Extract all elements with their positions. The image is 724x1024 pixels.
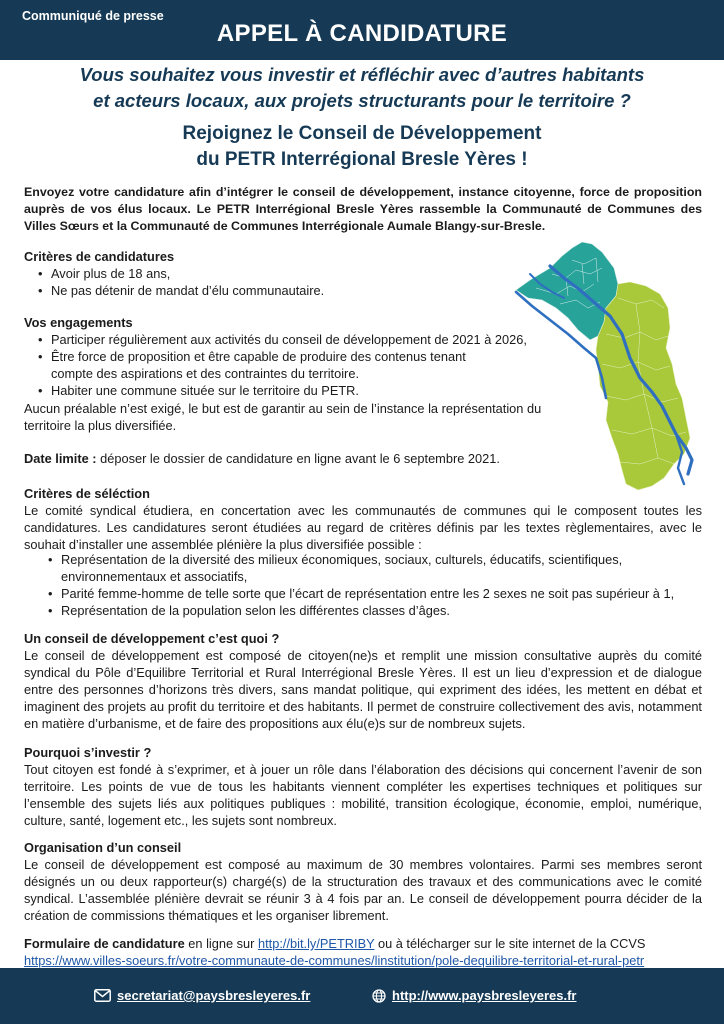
email-contact[interactable] <box>94 988 310 1003</box>
what-is-text: Le conseil de développement est composé de citoyen(ne)s et remplit une mission consultative auprès du comité syndical du Pôle d’Equilibre Territorial et Rural Interrégional Bresle Yères. Il est un lieu d’expression et de dialogue entre des personnes d’horizons très divers, sans mandat politique, qui expriment des idées, les mettent en débat et imaginent des projets au profit du territoire et des habitants. Il permet de construire collectivement des avis, notamment en matière d’urbanisme, et de faire des propositions aux élu(e)s sur de nombreux sujets. <box>24 648 702 731</box>
form-label: Formulaire de candidature <box>24 936 185 951</box>
ccvs-website-link[interactable]: https://www.villes-soeurs.fr/votre-communaute-de-communes/linstitution/pole-dequilibre-territorial-et-rural-petr <box>24 953 645 968</box>
envelope-icon <box>94 989 111 1002</box>
no-prerequisite-text: Aucun préalable n’est exigé, le but est de garantir au sein de l’instance la représentation du territoire la plus diversifiée. <box>24 401 542 433</box>
map-region-aumale-blangy <box>596 282 690 490</box>
globe-icon <box>372 989 386 1003</box>
engagements-list <box>38 331 538 399</box>
why-title: Pourquoi s’investir ? <box>24 745 152 760</box>
join-heading: Rejoignez le Conseil de Développement du PETR Interrégional Bresle Yères ! <box>182 123 542 170</box>
list-item: • Être force de proposition et être capable de produire des contenus tenant compte des aspirations et des contraintes du territoire. <box>38 348 538 382</box>
list-item: • Habiter une commune située sur le territoire du PETR. <box>38 382 538 399</box>
territory-map <box>506 238 714 500</box>
what-is-title: Un conseil de développement c’est quoi ? <box>24 631 280 646</box>
page-title: APPEL À CANDIDATURE <box>216 20 508 47</box>
website-contact[interactable] <box>372 988 576 1003</box>
engagements-title: Vos engagements <box>24 315 133 330</box>
deadline-text: Date limite : déposer le dossier de candidature en ligne avant le 6 septembre 2021. <box>24 451 500 466</box>
list-item: • Ne pas détenir de mandat d’élu communautaire. <box>38 282 508 299</box>
selection-title: Critères de séléction <box>24 486 150 501</box>
question-subtitle: Vous souhaitez vous investir et réfléchir avec d’autres habitants et acteurs locaux, aux projets structurants pour le territoire ? <box>79 64 645 111</box>
press-release-label: Communiqué de presse <box>22 9 164 23</box>
website-url[interactable]: http://www.paysbresleyeres.fr <box>392 988 577 1003</box>
email-address[interactable]: secretariat@paysbresleyeres.fr <box>117 988 311 1003</box>
criteria-list <box>38 265 508 299</box>
list-item: • Représentation de la diversité des milieux économiques, sociaux, culturels, éducatifs, scientifiques, environnementaux et associatifs, <box>48 551 708 585</box>
selection-list <box>48 551 708 619</box>
list-item: • Participer régulièrement aux activités du conseil de développement de 2021 à 2026, <box>38 331 538 348</box>
deadline-label: Date limite : <box>24 451 97 466</box>
form-link[interactable]: http://bit.ly/PETRIBY <box>258 936 375 951</box>
organisation-text: Le conseil de développement est composé au maximum de 30 membres volontaires. Parmi ses membres seront désignés un ou deux rapporteur(s) chargé(s) de la structuration des travaux et des communications avec le comité syndical. L’assemblée plénière devrait se réunir 3 à 4 fois par an. Le conseil de développement pourra décider de la création de commissions thématiques et les organiser librement. <box>24 857 702 923</box>
form-text: Formulaire de candidature en ligne sur http://bit.ly/PETRIBY ou à télécharger sur le site internet de la CCVS https://www.villes-soeurs.fr/votre-communaute-de-communes/linstitution/pole-dequilibre-territorial-et-rural-petr <box>24 936 646 968</box>
list-item: • Représentation de la population selon les différentes classes d’âges. <box>48 602 708 619</box>
selection-text: Le comité syndical étudiera, en concertation avec les communautés de communes qui le composent toutes les candidatures. Les candidatures seront étudiées au regard de critères définis par les textes règlementaires, avec le souhait d’installer une assemblée plénière la plus diversifiée possible : <box>24 503 702 552</box>
organisation-title: Organisation d’un conseil <box>24 840 182 855</box>
why-text: Tout citoyen est fondé à s’exprimer, et à jouer un rôle dans l’élaboration des décisions qui concernent l’avenir de son territoire. Les points de vue de tous les habitants viennent compléter les expertises techniques et politiques sur l’ensemble des sujets liés aux politiques publiques : mobilité, transition écologique, économie, emploi, numérique, culture, santé, logement etc., les sujets sont nombreux. <box>24 762 702 828</box>
criteria-title: Critères de candidatures <box>24 249 175 264</box>
list-item: • Parité femme-homme de telle sorte que l’écart de représentation entre les 2 sexes ne soit pas supérieur à 1, <box>48 585 708 602</box>
list-item: • Avoir plus de 18 ans, <box>38 265 508 282</box>
intro-paragraph: Envoyez votre candidature afin d’intégrer le conseil de développement, instance citoyenne, force de proposition auprès de vos élus locaux. Le PETR Interrégional Bresle Yères rassemble la Communauté de Communes des Villes Sœurs et la Communauté de Communes Interrégionale Aumale Blangy-sur-Bresle. <box>24 185 702 233</box>
